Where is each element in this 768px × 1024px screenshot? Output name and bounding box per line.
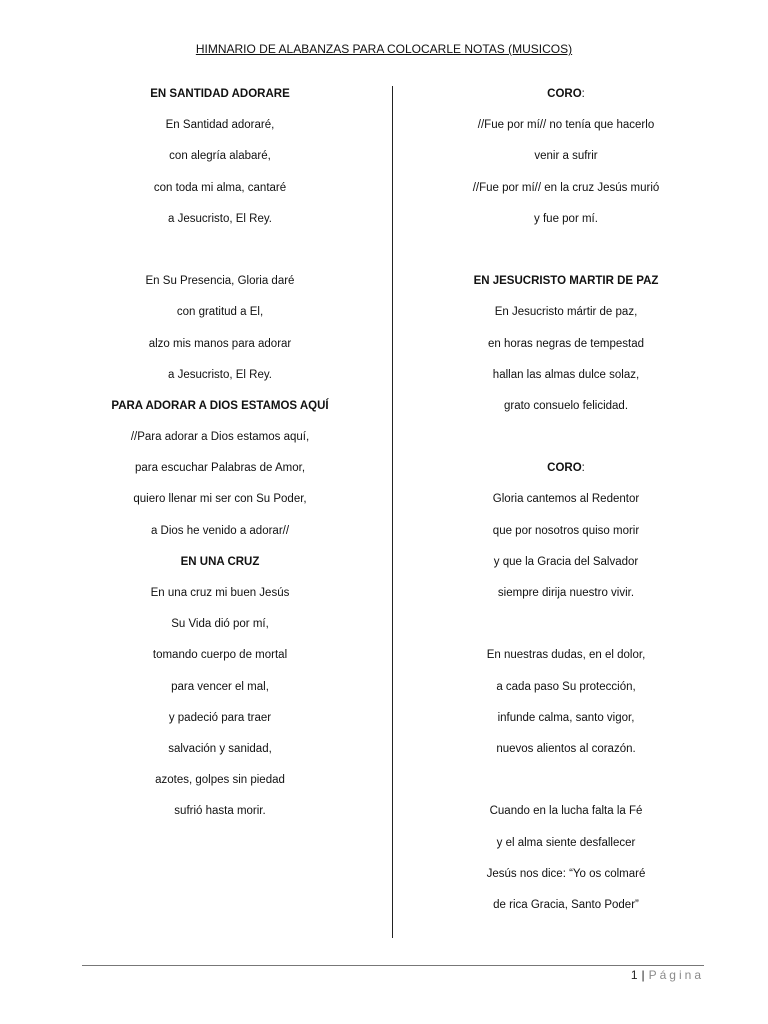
lyric-line: infunde calma, santo vigor,: [497, 711, 635, 724]
lyric-line: y padeció para traer: [168, 711, 272, 724]
lyric-line: sufrió hasta morir.: [174, 805, 266, 818]
lyric-line: tomando cuerpo de mortal: [152, 649, 288, 662]
footer-rule: [82, 965, 704, 966]
lyric-line: con alegría alabaré,: [169, 150, 271, 163]
lyric-line: hallan las almas dulce solaz,: [492, 368, 640, 381]
lyric-line: y el alma siente desfallecer: [496, 836, 636, 849]
lyric-line: a cada paso Su protección,: [496, 680, 636, 693]
lyric-line: //Para adorar a Dios estamos aquí,: [130, 431, 310, 444]
lyric-line: Cuando en la lucha falta la Fé: [489, 805, 643, 818]
song-heading: [70, 84, 370, 115]
lyric-line: Su Vida dió por mí,: [171, 618, 269, 631]
lyric-line: siempre dirija nuestro vivir.: [497, 587, 635, 599]
blank-line: [416, 614, 716, 645]
lyric-line: Gloria cantemos al Redentor: [492, 493, 640, 506]
lyric-line: con toda mi alma, cantaré: [153, 181, 287, 194]
lyric-line: En Su Presencia, Gloria daré: [145, 275, 295, 288]
blank-line: [416, 240, 716, 271]
song-heading-text: EN SANTIDAD ADORARE: [150, 88, 290, 100]
song-heading-text: CORO: [547, 462, 582, 475]
page-label: Página: [648, 968, 704, 982]
lyric-line: grato consuelo felicidad.: [503, 399, 629, 412]
blank-line: [70, 240, 370, 271]
song-heading-text: EN JESUCRISTO MARTIR DE PAZ: [473, 275, 659, 288]
lyric-line: a Jesucristo, El Rey.: [168, 212, 272, 225]
blank-line: [416, 427, 716, 458]
lyric-line: con gratitud a El,: [176, 306, 264, 319]
lyric-line: //Fue por mí// en la cruz Jesús murió: [472, 181, 660, 194]
column-divider: [392, 86, 393, 938]
song-heading: [70, 396, 370, 427]
heading-colon: :: [581, 88, 585, 100]
lyric-line: en horas negras de tempestad: [488, 337, 644, 350]
lyric-line: En una cruz mi buen Jesús: [150, 587, 290, 599]
blank-line: [416, 770, 716, 801]
song-heading: [70, 552, 370, 583]
lyric-line: y fue por mí.: [534, 212, 598, 225]
lyric-line: En nuestras dudas, en el dolor,: [486, 649, 646, 662]
song-heading: [416, 458, 716, 489]
footer-separator: |: [641, 968, 645, 982]
lyric-line: de rica Gracia, Santo Poder”: [493, 898, 639, 911]
right-column: [416, 84, 716, 926]
lyric-line: azotes, golpes sin piedad: [155, 774, 285, 787]
lyric-line: nuevos alientos al corazón.: [496, 742, 636, 755]
lyric-line: salvación y sanidad,: [168, 742, 272, 755]
song-heading-text: EN UNA CRUZ: [180, 555, 260, 568]
lyric-line: En Santidad adoraré,: [165, 119, 275, 132]
lyric-line: alzo mis manos para adorar: [148, 337, 292, 350]
document-title: HIMNARIO DE ALABANZAS PARA COLOCARLE NOTAS (MUSICOS): [195, 42, 573, 56]
lyric-line: para escuchar Palabras de Amor,: [134, 462, 306, 475]
lyric-line: y que la Gracia del Salvador: [493, 555, 639, 568]
lyric-line: para vencer el mal,: [171, 680, 269, 693]
lyric-line: En Jesucristo mártir de paz,: [494, 306, 638, 319]
lyric-line: //Fue por mí// no tenía que hacerlo: [477, 119, 655, 132]
lyric-line: a Dios he venido a adorar//: [150, 524, 290, 537]
heading-colon: :: [581, 462, 585, 475]
song-heading: [416, 84, 716, 115]
song-heading-text: CORO: [547, 88, 582, 100]
lyric-line: quiero llenar mi ser con Su Poder,: [133, 493, 307, 506]
lyric-line: que por nosotros quiso morir: [492, 524, 640, 537]
lyric-line: Jesús nos dice: “Yo os colmaré: [486, 867, 646, 880]
left-column: [70, 84, 370, 833]
song-heading-text: PARA ADORAR A DIOS ESTAMOS AQUÍ: [111, 399, 329, 412]
song-heading: [416, 271, 716, 302]
lyric-line: a Jesucristo, El Rey.: [168, 368, 272, 381]
lyric-line: venir a sufrir: [534, 150, 598, 163]
page-number: 1: [630, 968, 638, 982]
page-footer: [631, 968, 704, 982]
